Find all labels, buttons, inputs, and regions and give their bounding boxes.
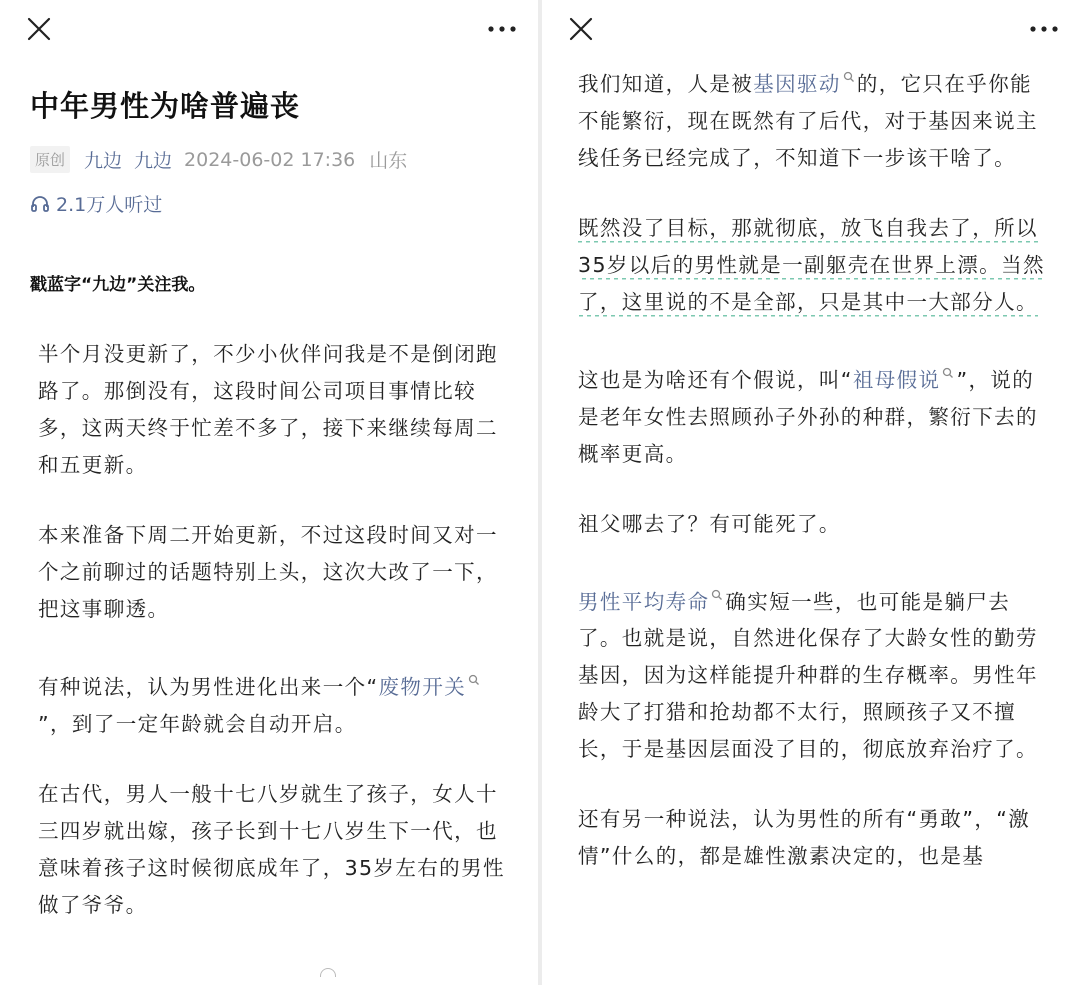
keyword-link-gene-driven[interactable]: 基因驱动 [753, 71, 841, 96]
top-bar [542, 0, 1080, 60]
paragraph: 半个月没更新了，不少小伙伴问我是不是倒闭跑路了。那倒没有，这段时间公司项目事情比较多，这两天终于忙差不多了，接下来继续每周二和五更新。 [38, 342, 498, 477]
article-meta [30, 146, 407, 173]
paragraph [578, 354, 1048, 473]
author-link[interactable]: 九边 [84, 150, 123, 172]
headphone-icon [30, 194, 50, 214]
more-button[interactable] [486, 16, 518, 42]
paragraph-text: ”，到了一定年龄就会自动开启。 [38, 711, 357, 736]
publish-location: 山东 [369, 150, 408, 172]
article-title: 中年男性为啥普遍丧 [30, 89, 301, 123]
highlighted-text[interactable]: 既然没了目标，那就彻底，放飞自我去了，所以35岁以后的男性就是一副躯壳在世界上漂。当然了，这里说的不是全部，只是其中一大部分人。 [578, 216, 1045, 317]
more-button[interactable] [1028, 16, 1060, 42]
search-icon[interactable] [711, 576, 723, 613]
paragraph [38, 661, 508, 743]
paragraph: 还有另一种说法，认为男性的所有“勇敢”，“激情”什么的，都是雄性激素决定的，也是基 [578, 807, 1031, 869]
keyword-link-waste-switch[interactable]: 废物开关 [378, 674, 467, 699]
highlighted-paragraph [578, 210, 1048, 321]
account-link[interactable]: 九边 [134, 150, 173, 172]
original-tag: 原创 [30, 146, 70, 173]
close-icon [568, 16, 594, 42]
scroll-indicator [320, 968, 336, 977]
paragraph: 本来准备下周二开始更新，不过这段时间又对一个之前聊过的话题特别上头，这次大改了一下，把这事聊透。 [38, 523, 498, 621]
more-icon [486, 16, 518, 42]
paragraph: 在古代，男人一般十七八岁就生了孩子，女人十三四岁就出嫁，孩子长到十七八岁生下一代，也意味着孩子这时候彻底成年了，35岁左右的男性做了爷爷。 [38, 781, 505, 917]
left-article-panel [0, 0, 538, 985]
paragraph-text: 我们知道，人是被 [578, 71, 754, 96]
publish-date: 2024-06-02 17:36 [184, 148, 356, 171]
search-icon[interactable] [468, 661, 480, 698]
search-icon[interactable] [843, 58, 855, 95]
close-button[interactable] [26, 16, 52, 42]
article-body [38, 336, 508, 957]
top-bar [0, 0, 538, 60]
close-icon [26, 16, 52, 42]
more-icon [1028, 16, 1060, 42]
listen-count: 2.1万人听过 [56, 194, 163, 216]
paragraph-text: 确实短一些，也可能是躺尸去了。也就是说，自然进化保存了大龄女性的勤劳基因，因为这样能提升种群的生存概率。男性年龄大了打猎和抢劫都不太行，照顾孩子又不擅长，于是基因层面没了目的，彻底放弃治疗了。 [578, 589, 1038, 762]
paragraph-text: 的，它只在乎你能不能繁衍，现在既然有了后代，对于基因来说主线任务已经完成了，不知道下一步该干啥了。 [578, 71, 1038, 170]
right-article-panel [542, 0, 1080, 985]
paragraph: 祖父哪去了？有可能死了。 [578, 511, 841, 536]
paragraph-text: 有种说法，认为男性进化出来一个“ [38, 674, 379, 699]
keyword-link-grandmother-hypothesis[interactable]: 祖母假说 [852, 367, 941, 392]
search-icon[interactable] [942, 354, 954, 391]
paragraph-text: ”，说的是老年女性去照顾孙子外孙的种群，繁衍下去的概率更高。 [578, 367, 1038, 466]
paragraph [578, 58, 1048, 177]
article-body [578, 58, 1048, 908]
close-button[interactable] [568, 16, 594, 42]
paragraph-text: 这也是为啥还有个假说，叫“ [578, 367, 853, 392]
follow-prompt: 戳蓝字“九边”关注我。 [30, 275, 206, 295]
keyword-link-male-lifespan[interactable]: 男性平均寿命 [578, 589, 710, 614]
paragraph [578, 576, 1048, 769]
listen-button[interactable] [30, 190, 162, 217]
